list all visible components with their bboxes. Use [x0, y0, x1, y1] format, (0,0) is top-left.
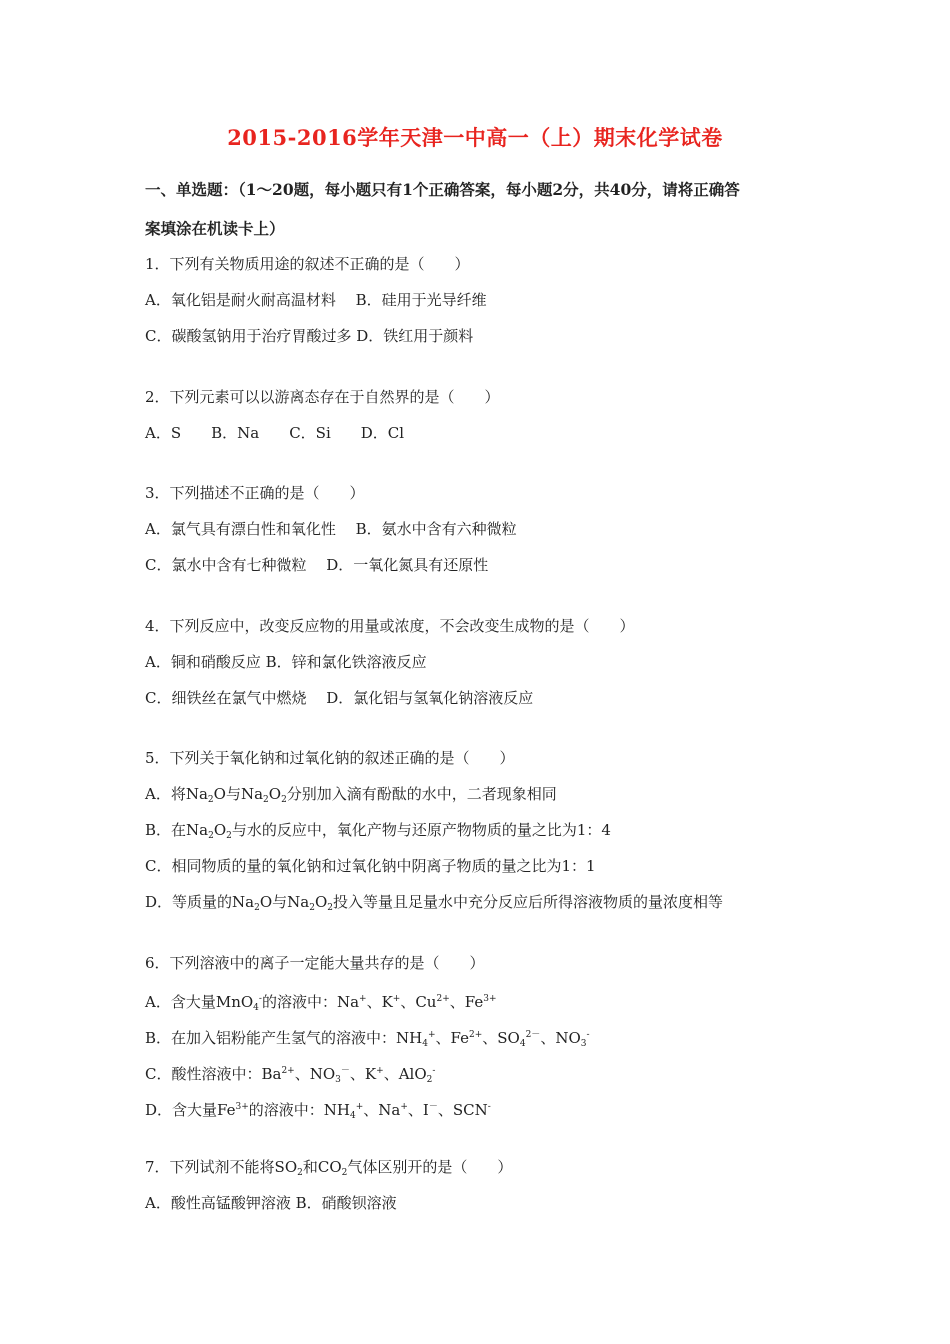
question-2-options: A．S B．Na C．Si D．Cl [145, 424, 405, 442]
question-3-options-cd: C．氯水中含有七种微粒 D．一氧化氮具有还原性 [145, 556, 489, 574]
question-3-options-ab: A．氯气具有漂白性和氧化性 B．氨水中含有六种微粒 [145, 520, 517, 538]
question-5-option-d: D．等质量的$Na_2O$与$Na_2O_2$投入等量且足量水中充分反应后所得溶液物质的量浓度相等 [145, 893, 724, 913]
question-6-option-a: A．含大量MnO$_4$-的溶液中：Na+、K+、$Cu^{2+}$、$Fe^{3+}$ [145, 993, 497, 1013]
question-7-options-ab: A．酸性高锰酸钾溶液 B．硝酸钡溶液 [145, 1194, 397, 1212]
section-heading-line-1: 一、单选题：（1～20题，每小题只有1个正确答案，每小题2分，共40分，请将正确答 [145, 180, 740, 199]
question-1-options-cd: C．碳酸氢钠用于治疗胃酸过多 D．铁红用于颜料 [145, 327, 474, 345]
question-6-stem: 6．下列溶液中的离子一定能大量共存的是（ ） [145, 954, 485, 972]
question-2-stem: 2．下列元素可以以游离态存在于自然界的是（ ） [145, 388, 500, 406]
question-3-stem: 3．下列描述不正确的是（ ） [145, 484, 365, 502]
question-5-option-a: A．将$Na_2O$与$Na_2O_2$分别加入滴有酚酞的水中，二者现象相同 [145, 785, 557, 805]
question-4-options-cd: C．细铁丝在氯气中燃烧 D．氯化铝与氢氧化钠溶液反应 [145, 689, 534, 707]
question-6-option-b: B．在加入铝粉能产生氢气的溶液中：$NH_4^+$、$Fe^{2+}$、$SO_4^{2-}$、$NO_3^-$ [145, 1029, 590, 1049]
question-6-option-c: C．酸性溶液中：$Ba^{2+}$、$NO_3^-$、K+、AlO$_2$- [145, 1065, 436, 1085]
question-6-option-d: D．含大量$Fe^{3+}$的溶液中：$NH_4^+$、Na+、I－、SCN- [145, 1101, 491, 1121]
section-heading-line-2: 案填涂在机读卡上） [145, 219, 285, 238]
question-5-stem: 5．下列关于氧化钠和过氧化钠的叙述正确的是（ ） [145, 749, 515, 767]
question-7-stem: 7．下列试剂不能将$SO_2$和$CO_2$气体区别开的是（ ） [145, 1158, 513, 1178]
exam-title: 2015-2016学年天津一中高一（上）期末化学试卷 [227, 125, 723, 150]
question-4-stem: 4．下列反应中，改变反应物的用量或浓度，不会改变生成物的是（ ） [145, 617, 635, 635]
question-5-option-b: B．在$Na_2O_2$与水的反应中，氧化产物与还原产物物质的量之比为1：4 [145, 821, 611, 841]
question-5-option-c: C．相同物质的量的氧化钠和过氧化钠中阴离子物质的量之比为1：1 [145, 857, 596, 875]
question-1-options-ab: A．氧化铝是耐火耐高温材料 B．硅用于光导纤维 [145, 291, 487, 309]
question-1-stem: 1．下列有关物质用途的叙述不正确的是（ ） [145, 255, 470, 273]
question-4-options-ab: A．铜和硝酸反应 B．锌和氯化铁溶液反应 [145, 653, 427, 671]
